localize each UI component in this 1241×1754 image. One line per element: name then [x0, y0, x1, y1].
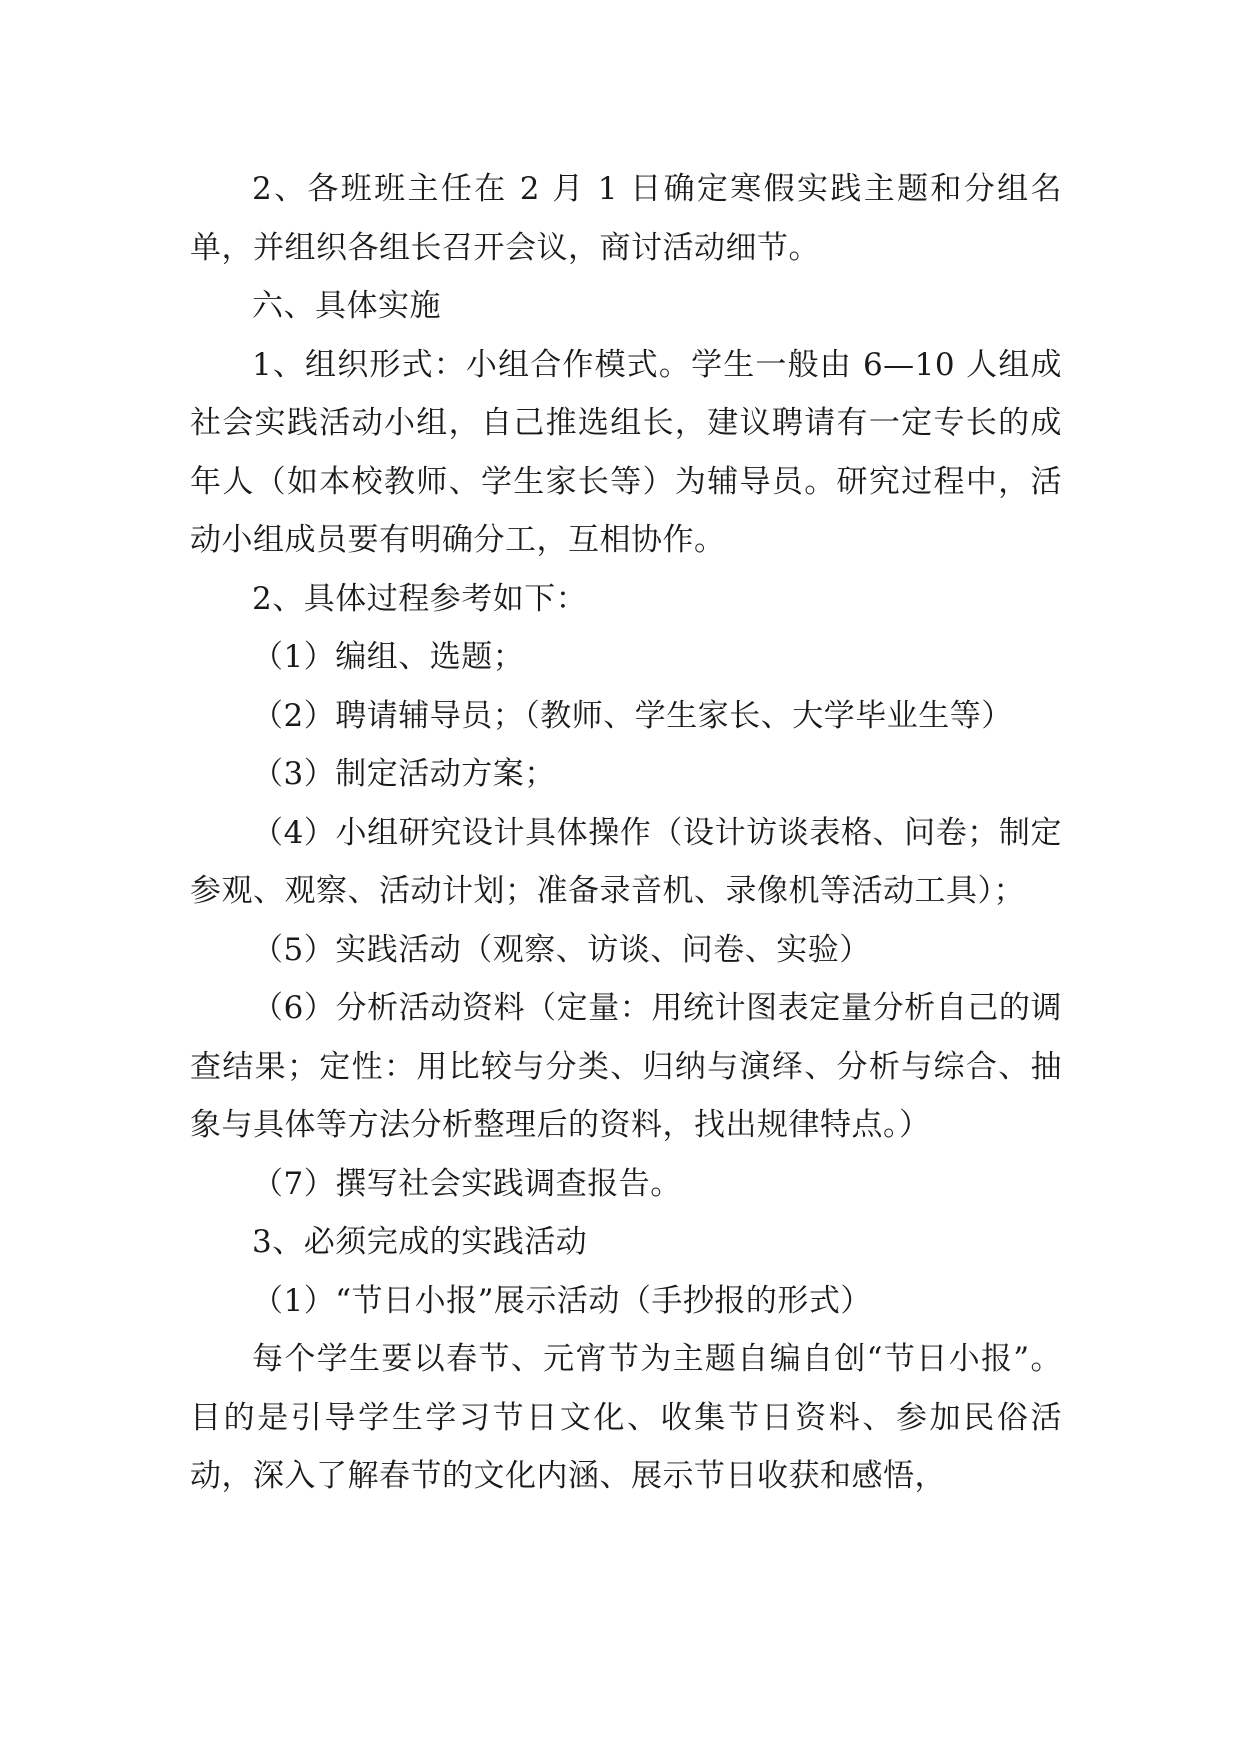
paragraph-process-intro: 2、具体过程参考如下：: [252, 580, 588, 617]
paragraph-organization-form: 1、组织形式：小组合作模式。学生一般由 6—10 人组成社会实践活动小组，自己推选组长，建议聘请有一定专长的成年人（如本校教师、学生家长等）为辅导员。研究过程中，活动小组成员要有明确分工，互相协作。: [190, 346, 1062, 558]
heading-required-activities: 3、必须完成的实践活动: [252, 1224, 588, 1260]
heading-implementation: 六、具体实施: [252, 288, 441, 324]
list-item-step-3: （3）制定活动方案；: [252, 756, 556, 792]
list-item-step-4: （4）小组研究设计具体操作（设计访谈表格、问卷；制定参观、观察、活动计划；准备录音机、录像机等活动工具）；: [190, 814, 1062, 909]
list-item-step-5: （5）实践活动（观察、访谈、问卷、实验）: [252, 931, 871, 968]
list-item-festival-newspaper: （1）“节日小报”展示活动（手抄报的形式）: [252, 1282, 872, 1319]
document-body: [190, 160, 1062, 1506]
list-item-step-7: （7）撰写社会实践调查报告。: [252, 1165, 682, 1202]
paragraph-class-teacher-grouping: 2、各班班主任在 2 月 1 日确定寒假实践主题和分组名单，并组织各组长召开会议，商讨活动细节。: [190, 171, 1062, 266]
paragraph-festival-newspaper-detail: 每个学生要以春节、元宵节为主题自编自创“节日小报”。目的是引导学生学习节日文化、收集节日资料、参加民俗活动，深入了解春节的文化内涵、展示节日收获和感悟，: [190, 1341, 1062, 1494]
list-item-step-6: （6）分析活动资料（定量：用统计图表定量分析自己的调查结果；定性：用比较与分类、归纳与演绎、分析与综合、抽象与具体等方法分析整理后的资料，找出规律特点。）: [190, 990, 1062, 1143]
list-item-step-2: （2）聘请辅导员；（教师、学生家长、大学毕业生等）: [252, 697, 1013, 734]
list-item-step-1: （1）编组、选题；: [252, 639, 525, 675]
